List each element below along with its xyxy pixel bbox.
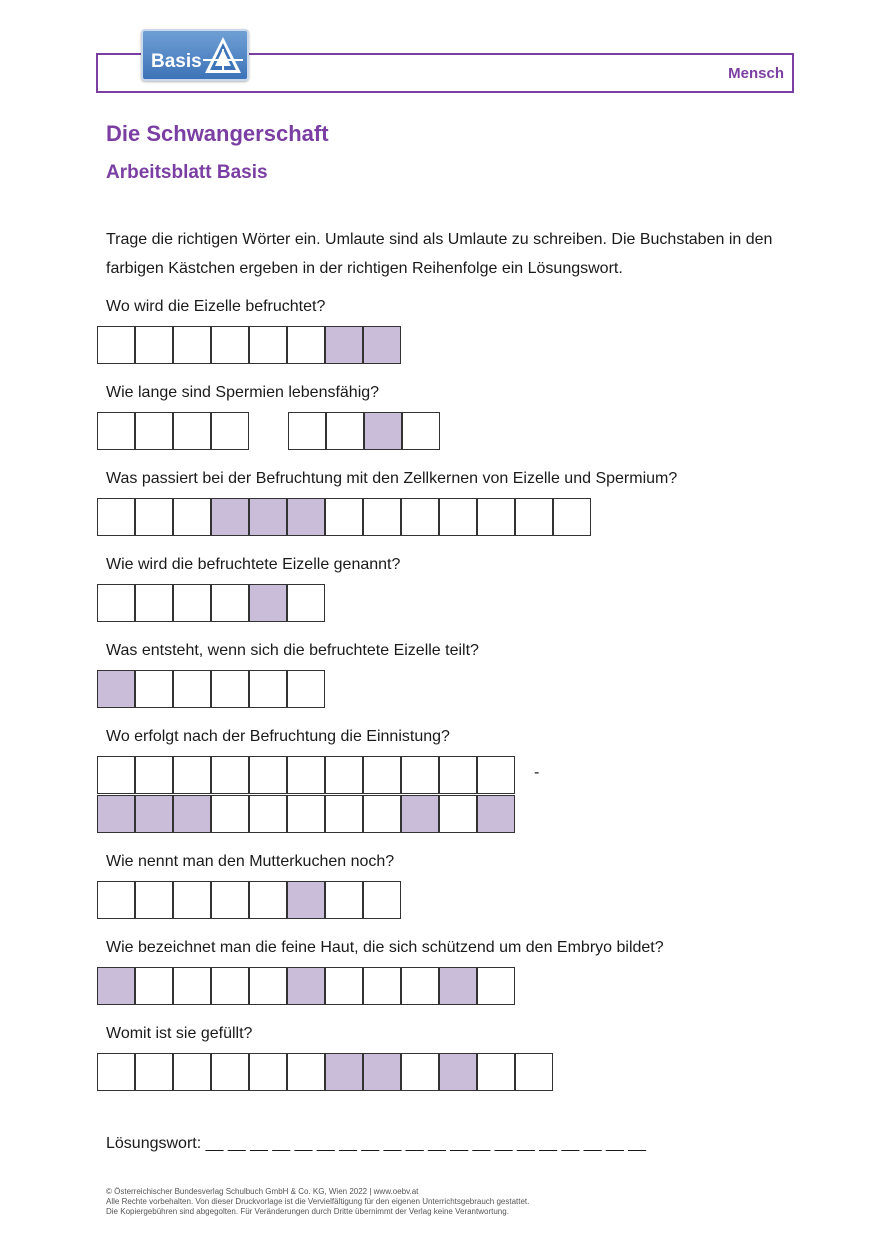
answer-row (97, 584, 325, 622)
letter-box-highlighted[interactable] (325, 1053, 363, 1091)
answer-row (97, 881, 401, 919)
letter-box[interactable] (363, 498, 401, 536)
letter-box[interactable] (287, 326, 325, 364)
letter-box[interactable] (439, 756, 477, 794)
letter-box-highlighted[interactable] (363, 1053, 401, 1091)
letter-box[interactable] (173, 670, 211, 708)
letter-box[interactable] (401, 1053, 439, 1091)
letter-box-highlighted[interactable] (439, 1053, 477, 1091)
letter-box[interactable] (97, 584, 135, 622)
letter-box[interactable] (325, 967, 363, 1005)
letter-box[interactable] (249, 1053, 287, 1091)
letter-box[interactable] (439, 498, 477, 536)
letter-box[interactable] (287, 795, 325, 833)
letter-box[interactable] (211, 412, 249, 450)
question-6: Wo erfolgt nach der Befruchtung die Einnistung? (106, 728, 450, 745)
letter-box-highlighted[interactable] (287, 881, 325, 919)
subject-label: Mensch (728, 65, 784, 82)
letter-box[interactable] (402, 412, 440, 450)
letter-box-highlighted[interactable] (477, 795, 515, 833)
letter-box[interactable] (97, 881, 135, 919)
footer-rights: Alle Rechte vorbehalten. Von dieser Druckvorlage ist die Vervielfältigung für den eigenen Unterrichtsgebrauch gestattet. (106, 1197, 530, 1206)
letter-box[interactable] (401, 967, 439, 1005)
letter-box[interactable] (211, 670, 249, 708)
letter-box[interactable] (173, 1053, 211, 1091)
answer-row (97, 412, 249, 450)
letter-box[interactable] (211, 1053, 249, 1091)
letter-box[interactable] (249, 881, 287, 919)
letter-box[interactable] (135, 498, 173, 536)
letter-box[interactable] (211, 756, 249, 794)
letter-box[interactable] (477, 1053, 515, 1091)
page-title: Die Schwangerschaft (106, 121, 329, 146)
letter-box[interactable] (287, 756, 325, 794)
letter-box-highlighted[interactable] (97, 967, 135, 1005)
letter-box[interactable] (211, 795, 249, 833)
letter-box[interactable] (363, 795, 401, 833)
footer (106, 1187, 529, 1217)
letter-box[interactable] (325, 795, 363, 833)
letter-box[interactable] (173, 498, 211, 536)
answer-row (97, 498, 591, 536)
solution-blanks: __ __ __ __ __ __ __ __ __ __ __ __ __ __ __ __ __ __ __ __ (205, 1135, 647, 1152)
solution-line (106, 1135, 646, 1153)
letter-box[interactable] (477, 967, 515, 1005)
letter-box[interactable] (211, 326, 249, 364)
question-3: Was passiert bei der Befruchtung mit den Zellkernen von Eizelle und Spermium? (106, 470, 678, 487)
letter-box-highlighted[interactable] (173, 795, 211, 833)
letter-box[interactable] (173, 881, 211, 919)
letter-box[interactable] (135, 881, 173, 919)
letter-box[interactable] (515, 498, 553, 536)
answer-row (288, 412, 440, 450)
footer-disclaimer: Die Kopiergebühren sind abgegolten. Für Veränderungen durch Dritte übernimmt der Verlag keine Verantwortung. (106, 1207, 509, 1216)
letter-box[interactable] (135, 1053, 173, 1091)
answer-row (97, 756, 515, 794)
letter-box[interactable] (135, 584, 173, 622)
letter-box-highlighted[interactable] (249, 584, 287, 622)
letter-box[interactable] (249, 967, 287, 1005)
letter-box[interactable] (135, 326, 173, 364)
question-8: Wie bezeichnet man die feine Haut, die sich schützend um den Embryo bildet? (106, 939, 664, 956)
footer-copyright: © Österreichischer Bundesverlag Schulbuch GmbH & Co. KG, Wien 2022 | www.oebv.at (106, 1187, 419, 1196)
letter-box[interactable] (477, 756, 515, 794)
letter-box[interactable] (553, 498, 591, 536)
answer-row (97, 670, 325, 708)
letter-box-highlighted[interactable] (97, 670, 135, 708)
letter-box-highlighted[interactable] (249, 498, 287, 536)
letter-box-highlighted[interactable] (287, 498, 325, 536)
question-1: Wo wird die Eizelle befruchtet? (106, 298, 326, 315)
letter-box[interactable] (249, 756, 287, 794)
letter-box[interactable] (515, 1053, 553, 1091)
letter-box[interactable] (135, 670, 173, 708)
letter-box[interactable] (288, 412, 326, 450)
question-2: Wie lange sind Spermien lebensfähig? (106, 384, 380, 401)
letter-box[interactable] (97, 412, 135, 450)
letter-box[interactable] (211, 584, 249, 622)
letter-box[interactable] (363, 756, 401, 794)
page-subtitle: Arbeitsblatt Basis (106, 162, 268, 183)
basis-logo (141, 29, 249, 81)
letter-box-highlighted[interactable] (325, 326, 363, 364)
logo-text: Basis (151, 51, 202, 72)
answer-row (97, 795, 515, 833)
letter-box[interactable] (401, 756, 439, 794)
question-9: Womit ist sie gefüllt? (106, 1025, 253, 1042)
letter-box[interactable] (173, 756, 211, 794)
answer-row (97, 1053, 553, 1091)
letter-box-highlighted[interactable] (135, 795, 173, 833)
letter-box[interactable] (401, 498, 439, 536)
hyphen-mark: - (534, 764, 540, 781)
letter-box[interactable] (135, 967, 173, 1005)
letter-box[interactable] (439, 795, 477, 833)
letter-box[interactable] (477, 498, 515, 536)
letter-box[interactable] (97, 756, 135, 794)
answer-row (97, 326, 401, 364)
letter-box[interactable] (211, 967, 249, 1005)
letter-box[interactable] (97, 498, 135, 536)
letter-box[interactable] (173, 326, 211, 364)
letter-box-highlighted[interactable] (211, 498, 249, 536)
letter-box[interactable] (325, 881, 363, 919)
letter-box[interactable] (173, 584, 211, 622)
letter-box[interactable] (97, 1053, 135, 1091)
letter-box-highlighted[interactable] (97, 795, 135, 833)
letter-box-highlighted[interactable] (287, 967, 325, 1005)
letter-box-highlighted[interactable] (363, 326, 401, 364)
letter-box[interactable] (326, 412, 364, 450)
letter-box[interactable] (173, 967, 211, 1005)
letter-box[interactable] (287, 670, 325, 708)
letter-box[interactable] (211, 881, 249, 919)
letter-box[interactable] (173, 412, 211, 450)
letter-box-highlighted[interactable] (439, 967, 477, 1005)
letter-box[interactable] (325, 756, 363, 794)
letter-box[interactable] (135, 412, 173, 450)
letter-box[interactable] (135, 756, 173, 794)
letter-box[interactable] (249, 326, 287, 364)
question-7: Wie nennt man den Mutterkuchen noch? (106, 853, 395, 870)
letter-box[interactable] (97, 326, 135, 364)
instructions-text: Trage die richtigen Wörter ein. Umlaute sind als Umlaute zu schreiben. Die Buchstaben in den farbigen Kästchen ergeben in der richtigen Reihenfolge ein Lösungswort. (106, 231, 773, 277)
letter-box-highlighted[interactable] (401, 795, 439, 833)
letter-box-highlighted[interactable] (364, 412, 402, 450)
letter-box[interactable] (363, 881, 401, 919)
question-4: Wie wird die befruchtete Eizelle genannt? (106, 556, 401, 573)
letter-box[interactable] (325, 498, 363, 536)
question-5: Was entsteht, wenn sich die befruchtete Eizelle teilt? (106, 642, 479, 659)
solution-label: Lösungswort: (106, 1135, 202, 1152)
answer-row (97, 967, 515, 1005)
letter-box[interactable] (287, 1053, 325, 1091)
letter-box[interactable] (363, 967, 401, 1005)
letter-box[interactable] (249, 795, 287, 833)
letter-box[interactable] (249, 670, 287, 708)
letter-box[interactable] (287, 584, 325, 622)
triangle-logo-icon (203, 35, 243, 75)
